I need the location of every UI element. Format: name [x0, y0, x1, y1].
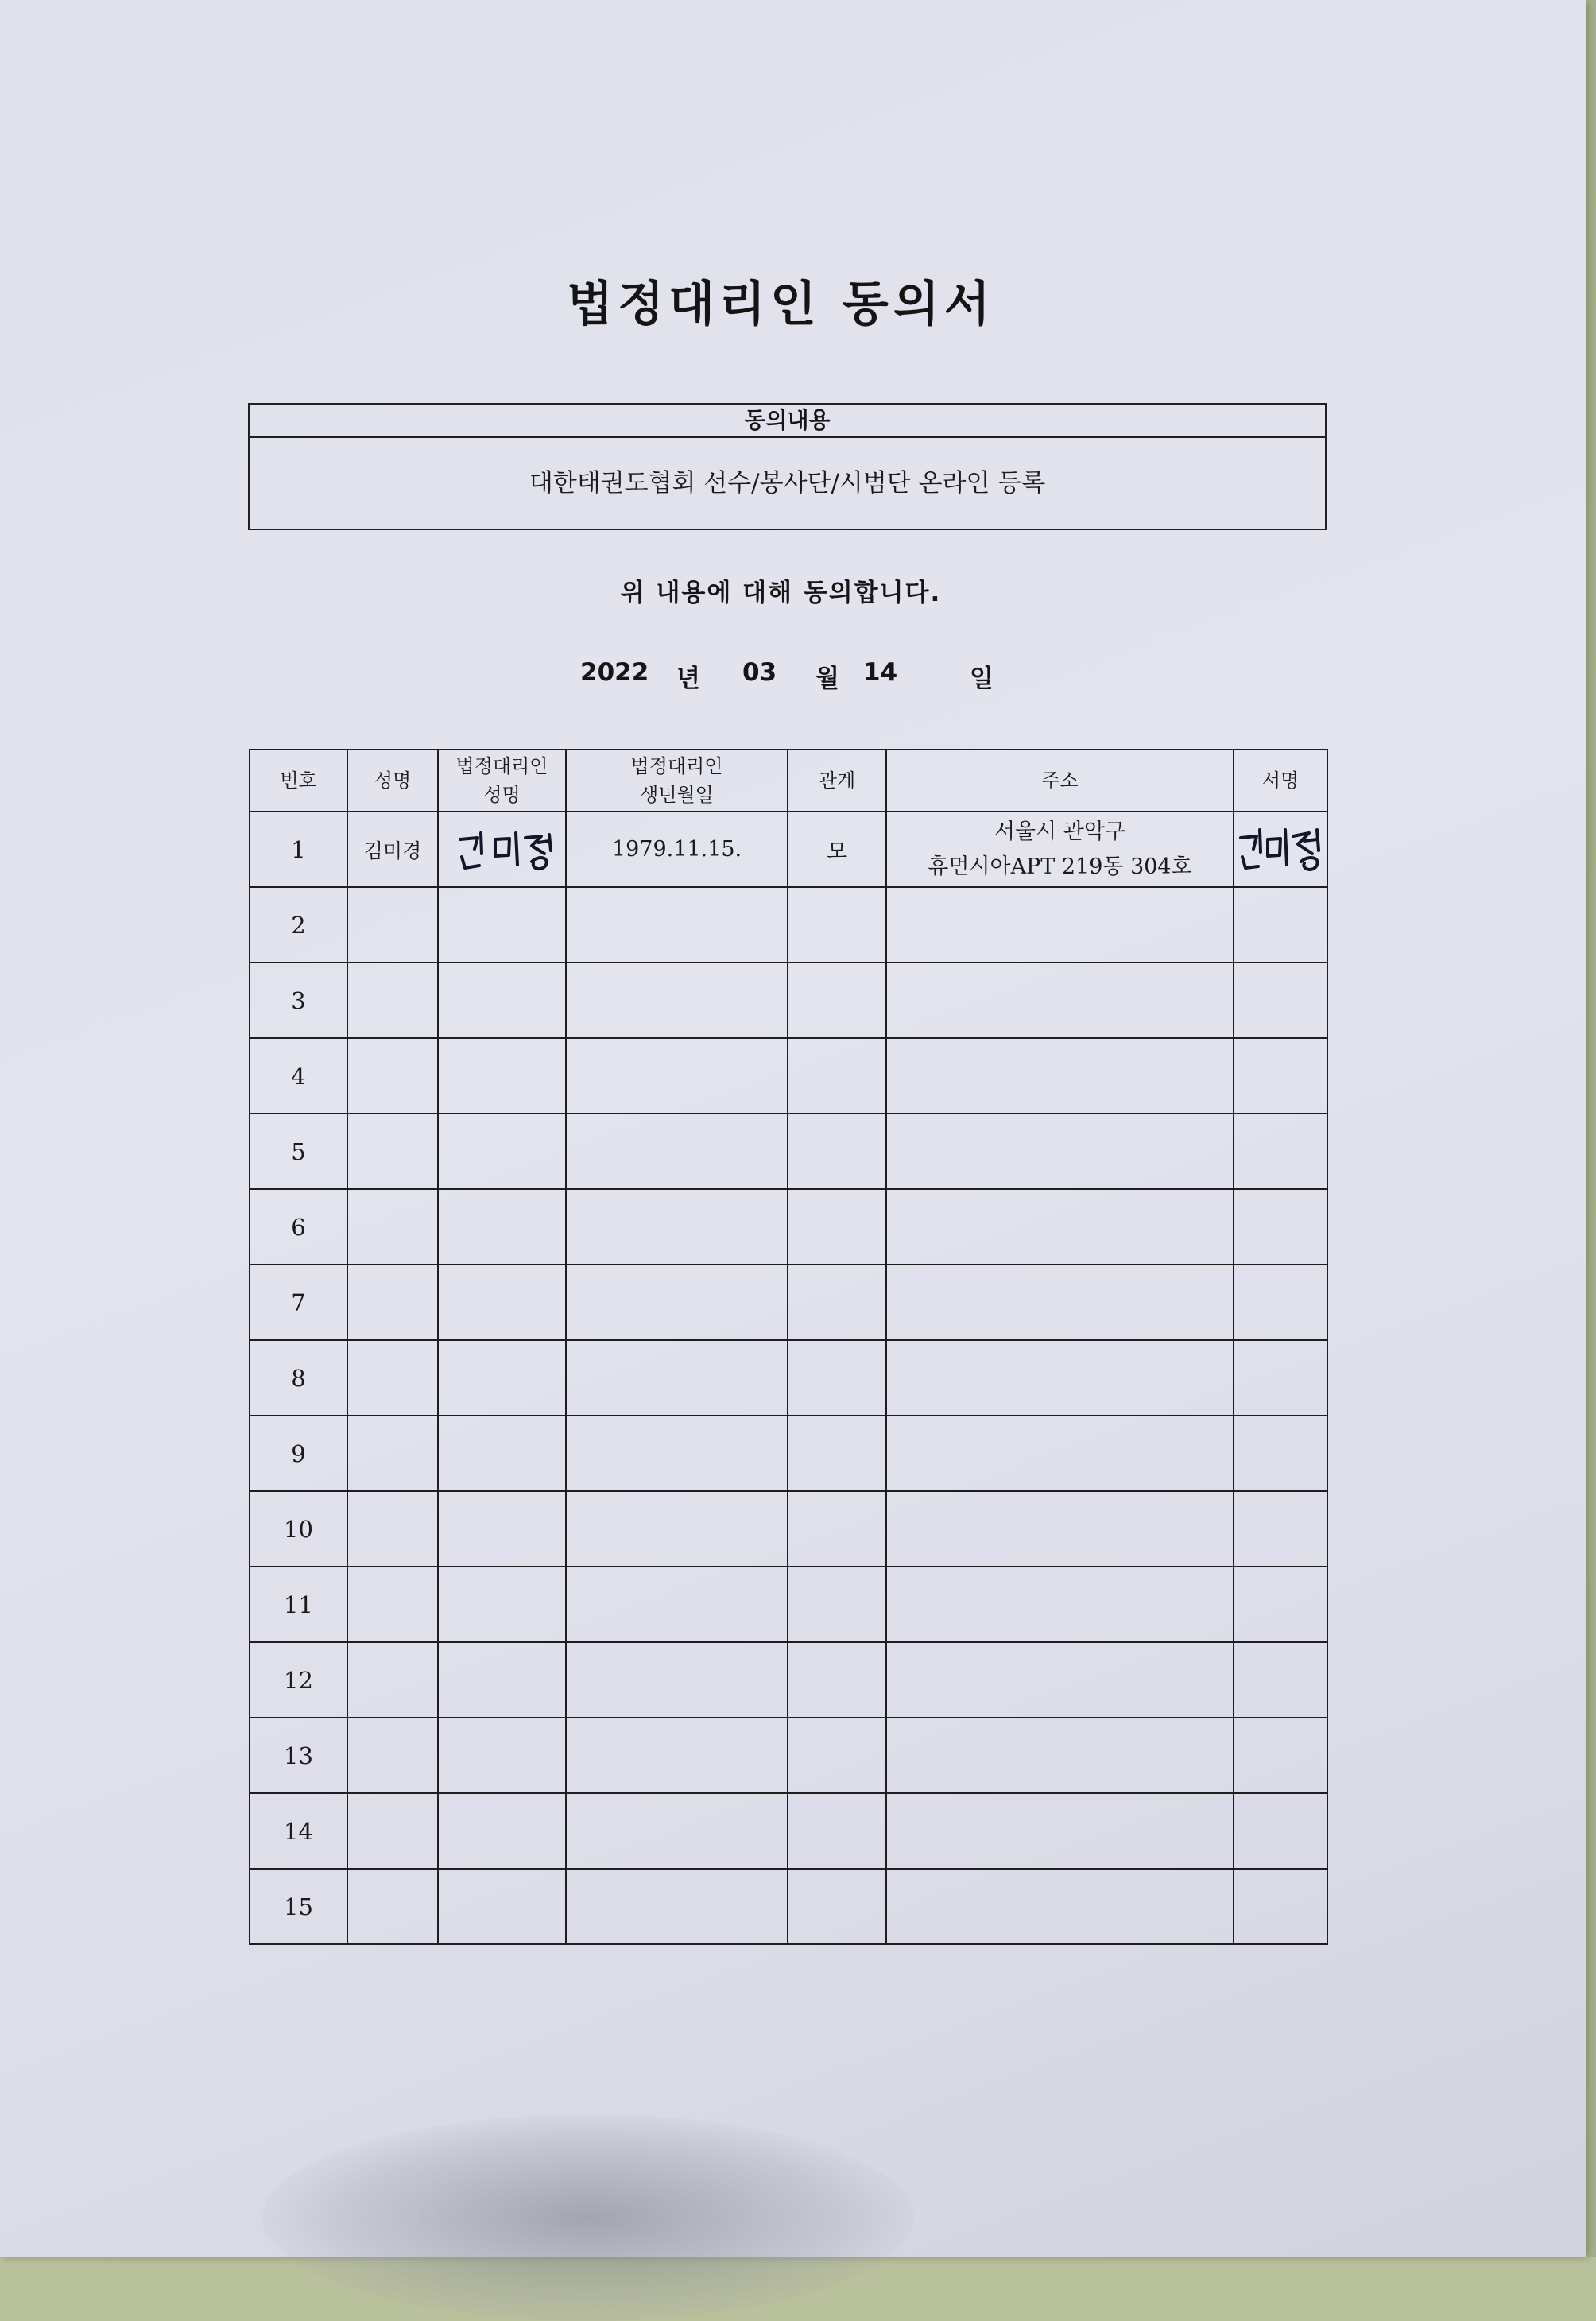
- row-cell: [788, 1642, 886, 1718]
- row-cell: [438, 1189, 566, 1265]
- row-no: 14: [250, 1793, 347, 1869]
- row-cell: [788, 1114, 886, 1189]
- row-cell: [347, 1642, 438, 1718]
- header-name: 성명: [347, 750, 438, 812]
- row-cell: [566, 1491, 788, 1567]
- table-row: [250, 1416, 1327, 1491]
- date-month-unit: 월: [815, 665, 839, 693]
- table-row: [250, 1793, 1327, 1869]
- row-no: 10: [250, 1491, 347, 1567]
- row-guardian-birth: 1979.11.15.: [566, 812, 788, 887]
- row-cell: [347, 887, 438, 963]
- row-no: 11: [250, 1567, 347, 1642]
- row-cell: [886, 1793, 1234, 1869]
- table-row: [250, 963, 1327, 1038]
- row-cell: [347, 1869, 438, 1944]
- row-cell: [886, 1869, 1234, 1944]
- row-no: 1: [250, 812, 347, 887]
- row-cell: [566, 1340, 788, 1416]
- consent-content-box: [248, 403, 1327, 530]
- table-row: [250, 1869, 1327, 1944]
- header-no: 번호: [250, 750, 347, 812]
- row-cell: [886, 1038, 1234, 1114]
- row-no: 2: [250, 887, 347, 963]
- row-cell: [566, 1567, 788, 1642]
- row-cell: [438, 1718, 566, 1793]
- header-guardian-birth-line1: 법정대리인: [630, 755, 723, 777]
- date-month: 03: [742, 658, 777, 687]
- row-cell: [788, 1869, 886, 1944]
- shadow: [262, 2114, 914, 2321]
- row-no: 13: [250, 1718, 347, 1793]
- row-cell: [788, 1038, 886, 1114]
- row-cell: [347, 1114, 438, 1189]
- row-no: 3: [250, 963, 347, 1038]
- row-cell: [347, 1793, 438, 1869]
- header-guardian-name: [438, 750, 566, 812]
- row-cell: [788, 1189, 886, 1265]
- header-guardian-name-line1: 법정대리인: [455, 755, 548, 777]
- row-cell: [788, 1265, 886, 1340]
- row-address-line1: 서울시 관악구: [994, 819, 1126, 844]
- agreement-statement: 위 내용에 대해 동의합니다.: [620, 579, 942, 607]
- table-row: [250, 1642, 1327, 1718]
- row-cell: [566, 1189, 788, 1265]
- table-row: [250, 1189, 1327, 1265]
- table-row: [250, 812, 1327, 887]
- header-signature: 서명: [1234, 750, 1327, 812]
- row-cell: [566, 1718, 788, 1793]
- row-cell: [438, 1642, 566, 1718]
- row-cell: [788, 1567, 886, 1642]
- header-guardian-birth: [566, 750, 788, 812]
- row-cell: [788, 887, 886, 963]
- row-no: 9: [250, 1416, 347, 1491]
- row-cell: [566, 1869, 788, 1944]
- row-cell: [1234, 1189, 1327, 1265]
- row-cell: [566, 1642, 788, 1718]
- row-cell: [788, 1491, 886, 1567]
- row-cell: [347, 1189, 438, 1265]
- row-guardian-name-handwritten: [438, 812, 566, 887]
- row-cell: [438, 1416, 566, 1491]
- row-cell: [566, 963, 788, 1038]
- row-cell: [788, 1718, 886, 1793]
- row-cell: [1234, 1642, 1327, 1718]
- consent-body: 대한태권도협회 선수/봉사단/시범단 온라인 등록: [529, 469, 1046, 498]
- row-cell: [1234, 1567, 1327, 1642]
- row-cell: [886, 1416, 1234, 1491]
- row-cell: [347, 1718, 438, 1793]
- row-cell: [1234, 963, 1327, 1038]
- guardian-name-handwriting: [443, 822, 562, 878]
- row-cell: [438, 1038, 566, 1114]
- row-no: 12: [250, 1642, 347, 1718]
- row-cell: [566, 1793, 788, 1869]
- row-address-line2: 휴먼시아APT 219동 304호: [928, 854, 1192, 879]
- row-cell: [438, 1491, 566, 1567]
- row-cell: [566, 887, 788, 963]
- row-no: 4: [250, 1038, 347, 1114]
- row-address: [886, 812, 1234, 887]
- row-cell: [438, 1567, 566, 1642]
- row-cell: [438, 1340, 566, 1416]
- row-cell: [788, 963, 886, 1038]
- row-cell: [886, 1340, 1234, 1416]
- row-cell: [886, 1642, 1234, 1718]
- row-cell: [347, 1567, 438, 1642]
- date-year: 2022: [580, 658, 649, 687]
- row-signature-handwritten: [1234, 812, 1327, 887]
- row-cell: [347, 1340, 438, 1416]
- row-cell: [438, 1869, 566, 1944]
- row-cell: [347, 963, 438, 1038]
- row-cell: [788, 1416, 886, 1491]
- table-row: [250, 1718, 1327, 1793]
- row-cell: [1234, 1265, 1327, 1340]
- row-cell: [438, 963, 566, 1038]
- header-guardian-name-line2: 성명: [483, 784, 521, 806]
- row-cell: [788, 1340, 886, 1416]
- row-name: 김미경: [347, 812, 438, 887]
- row-cell: [1234, 1340, 1327, 1416]
- header-guardian-birth-line2: 생년월일: [640, 784, 714, 806]
- row-cell: [347, 1265, 438, 1340]
- guardian-table: [249, 749, 1328, 1945]
- date-day-unit: 일: [970, 665, 994, 693]
- signature-handwriting: [1234, 820, 1327, 879]
- date-year-unit: 년: [676, 665, 700, 693]
- row-cell: [886, 1567, 1234, 1642]
- row-cell: [886, 1265, 1234, 1340]
- row-cell: [1234, 1114, 1327, 1189]
- table-row: [250, 1340, 1327, 1416]
- row-cell: [566, 1265, 788, 1340]
- table-row: [250, 1038, 1327, 1114]
- table-row: [250, 1114, 1327, 1189]
- row-no: 8: [250, 1340, 347, 1416]
- row-cell: [1234, 1869, 1327, 1944]
- row-cell: [1234, 1718, 1327, 1793]
- row-cell: [566, 1038, 788, 1114]
- row-cell: [566, 1114, 788, 1189]
- row-cell: [886, 963, 1234, 1038]
- row-relation: 모: [788, 812, 886, 887]
- document-title: 법정대리인 동의서: [567, 277, 995, 332]
- row-cell: [1234, 1416, 1327, 1491]
- row-cell: [347, 1491, 438, 1567]
- row-cell: [886, 1114, 1234, 1189]
- row-cell: [886, 887, 1234, 963]
- header-relation: 관계: [788, 750, 886, 812]
- row-no: 7: [250, 1265, 347, 1340]
- row-cell: [1234, 1793, 1327, 1869]
- row-cell: [788, 1793, 886, 1869]
- row-cell: [1234, 1038, 1327, 1114]
- row-cell: [347, 1038, 438, 1114]
- row-cell: [1234, 887, 1327, 963]
- table-header-row: [250, 750, 1327, 812]
- row-no: 6: [250, 1189, 347, 1265]
- row-cell: [886, 1189, 1234, 1265]
- row-cell: [886, 1718, 1234, 1793]
- consent-header: 동의내용: [250, 405, 1325, 438]
- table-row: [250, 887, 1327, 963]
- date-day: 14: [863, 658, 898, 687]
- row-cell: [1234, 1491, 1327, 1567]
- table-row: [250, 1265, 1327, 1340]
- row-cell: [438, 1793, 566, 1869]
- row-cell: [566, 1416, 788, 1491]
- row-no: 5: [250, 1114, 347, 1189]
- row-cell: [347, 1416, 438, 1491]
- row-cell: [438, 1114, 566, 1189]
- row-cell: [438, 1265, 566, 1340]
- row-cell: [438, 887, 566, 963]
- row-no: 15: [250, 1869, 347, 1944]
- header-address: 주소: [886, 750, 1234, 812]
- row-cell: [886, 1491, 1234, 1567]
- table-row: [250, 1567, 1327, 1642]
- table-row: [250, 1491, 1327, 1567]
